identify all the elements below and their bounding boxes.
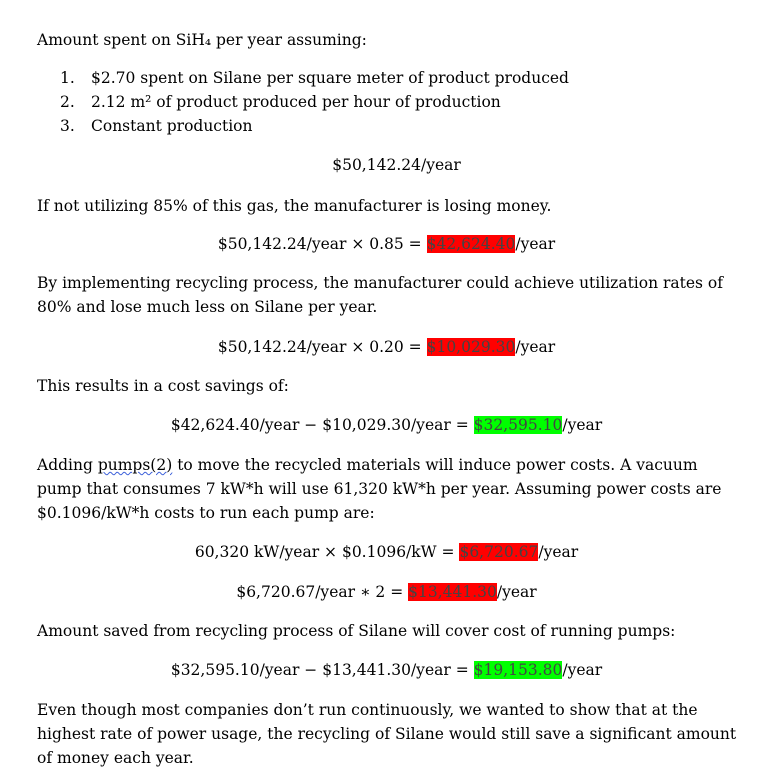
pumps-text-before: Adding [37, 456, 98, 474]
list-number: 1. [60, 69, 75, 87]
spellcheck-underlined-word[interactable]: pumps(2) [97, 456, 173, 474]
equation-unit: /year [515, 235, 556, 253]
loss-highlight: $42,624.40 [426, 235, 516, 253]
savings-highlight: $32,595.10 [473, 416, 563, 434]
list-text: Constant production [91, 117, 253, 135]
equation-unit: /year [496, 583, 537, 601]
equation-two-pumps [0, 580, 773, 604]
equation-unit: /year [538, 543, 579, 561]
recycle-loss-highlight: $10,029.30 [426, 338, 516, 356]
equation-lhs: $6,720.67/year ∗ 2 = [236, 583, 409, 601]
equation-lhs: 60,320 kW/year × $0.1096/kW = [194, 543, 460, 561]
pump-cost-highlight: $6,720.67 [459, 543, 539, 561]
equation-annual-cost: $50,142.24/year [332, 156, 461, 174]
assumptions-list [60, 66, 569, 138]
equation-recycle [0, 335, 773, 359]
equation-pump-cost [0, 540, 773, 564]
equation-net-savings [0, 658, 773, 682]
equation-lhs: $50,142.24/year × 0.20 = [217, 338, 427, 356]
equation-lhs: $42,624.40/year − $10,029.30/year = [170, 416, 474, 434]
pumps-paragraph [37, 453, 742, 525]
equation-unit: /year [562, 661, 603, 679]
list-number: 2. [60, 93, 75, 111]
equation-savings [0, 413, 773, 437]
list-text: $2.70 spent on Silane per square meter of product produced [91, 69, 569, 87]
list-item [60, 114, 569, 138]
conclusion-paragraph: Even though most companies don’t run continuously, we wanted to show that at the highest rate of power usage, the recycling of Silane would still save a significant amount of money each year. [37, 701, 737, 767]
recycle-paragraph: By implementing recycling process, the manufacturer could achieve utilization rates of 80% and lose much less on Silane per year. [37, 274, 723, 316]
list-item [60, 66, 569, 90]
equation-lhs: $32,595.10/year − $13,441.30/year = [170, 661, 474, 679]
equation-lhs: $50,142.24/year × 0.85 = [217, 235, 427, 253]
cover-paragraph: Amount saved from recycling process of Silane will cover cost of running pumps: [37, 622, 676, 640]
list-number: 3. [60, 117, 75, 135]
list-text: 2.12 m² of product produced per hour of production [91, 93, 501, 111]
list-item [60, 90, 569, 114]
equation-loss [0, 232, 773, 256]
equation-unit: /year [562, 416, 603, 434]
pumps-text-after: to move the recycled materials will induce power costs. A vacuum pump that consumes 7 kW*h will use 61,320 kW*h per year. Assuming power costs are $0.1096/kW*h costs to run each pump are: [37, 456, 722, 522]
two-pumps-highlight: $13,441.30 [408, 583, 497, 601]
net-savings-highlight: $19,153.80 [473, 661, 563, 679]
loss-paragraph: If not utilizing 85% of this gas, the manufacturer is losing money. [37, 197, 552, 215]
intro-paragraph: Amount spent on SiH₄ per year assuming: [37, 31, 367, 49]
equation-unit: /year [515, 338, 556, 356]
savings-paragraph: This results in a cost savings of: [37, 377, 289, 395]
